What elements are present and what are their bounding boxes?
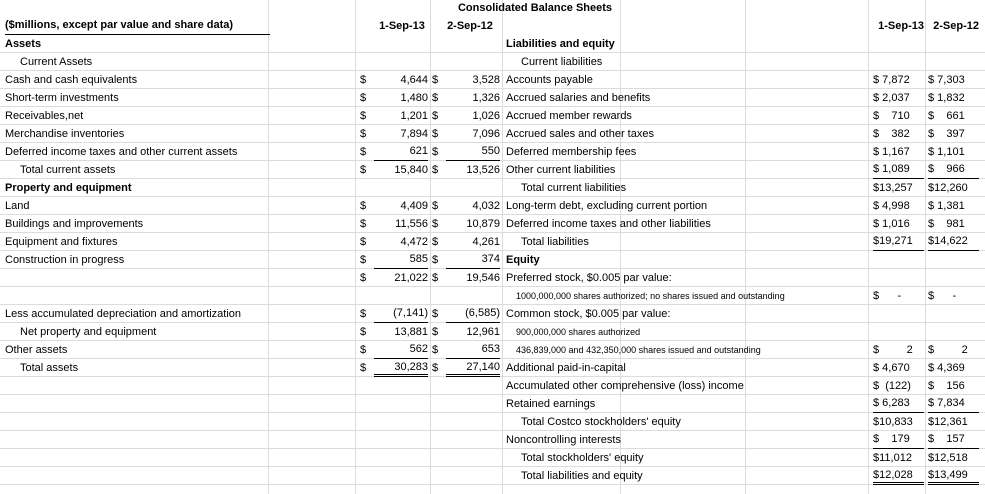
value-2012: 4,261 (472, 236, 500, 248)
value-2013: $ 179 (873, 431, 924, 449)
value-2013: 7,894 (400, 128, 428, 140)
common-authorized-note: 900,000,000 shares authorized (516, 327, 641, 337)
liability-label: Deferred membership fees (506, 146, 637, 158)
liability-label: Accrued salaries and benefits (506, 92, 651, 104)
current-assets-heading: Current Assets (20, 56, 93, 68)
ppe-label: Net property and equipment (20, 326, 157, 338)
value-2013: $ 6,283 (873, 395, 924, 413)
sheet-row (0, 125, 985, 143)
col-header-b: 2-Sep-12 (447, 20, 493, 32)
units-header: ($millions, except par value and share data) (5, 17, 270, 35)
dollar-sign: $ (432, 362, 439, 374)
sheet-row (0, 179, 985, 197)
value-2012: $12,361 (928, 416, 968, 428)
equity-label: Total stockholders' equity (521, 452, 644, 464)
sheet-row (0, 449, 985, 467)
sheet-row (0, 467, 985, 485)
current-liabilities-heading: Current liabilities (521, 56, 603, 68)
dollar-sign: $ (432, 272, 439, 284)
asset-label: Deferred income taxes and other current assets (5, 146, 238, 158)
value-2012: 7,096 (472, 128, 500, 140)
header-row (0, 17, 985, 35)
value-2013: $ 4,670 (873, 362, 910, 374)
value-2012: $ 1,101 (928, 146, 965, 158)
dollar-sign: $ (360, 308, 367, 320)
value-2013: $ - (873, 290, 902, 302)
equity-label: Noncontrolling interests (506, 434, 621, 446)
sheet-row (0, 359, 985, 377)
dollar-sign: $ (432, 218, 439, 230)
dollar-sign: $ (432, 344, 439, 356)
common-stock-label: Common stock, $0.005 par value: (506, 308, 671, 320)
equity-label: Accumulated other comprehensive (loss) income (506, 380, 744, 392)
sheet-row (0, 233, 985, 251)
value-2013: 1,201 (400, 110, 428, 122)
value-2013: 4,644 (400, 74, 428, 86)
value-2012: $13,499 (928, 467, 979, 485)
dollar-sign: $ (432, 236, 439, 248)
dollar-sign: $ (432, 326, 439, 338)
value-2012: 12,961 (466, 326, 500, 338)
ppe-label: Land (5, 200, 30, 212)
value-2012: 19,546 (466, 272, 500, 284)
value-2013: $13,257 (873, 182, 913, 194)
value-2012: $ 661 (928, 110, 965, 122)
value-2012: (6,585) (446, 305, 500, 323)
dollar-sign: $ (432, 110, 439, 122)
sheet-row (0, 161, 985, 179)
dollar-sign: $ (432, 164, 439, 176)
value-2013: $12,028 (873, 467, 924, 485)
value-2013: $ 1,167 (873, 146, 910, 158)
preferred-stock-label: Preferred stock, $0.005 par value: (506, 272, 672, 284)
value-2013: $ 4,998 (873, 200, 910, 212)
common-issued-note: 436,839,000 and 432,350,000 shares issued and outstanding (516, 345, 761, 355)
dollar-sign: $ (360, 236, 367, 248)
value-2012: $ 981 (928, 218, 965, 230)
sheet-row (0, 107, 985, 125)
value-2013: 11,556 (395, 218, 428, 230)
value-2013: 1,480 (400, 92, 428, 104)
value-2013: $ 2,037 (873, 92, 910, 104)
dollar-sign: $ (432, 146, 439, 158)
sheet-row (0, 53, 985, 71)
value-2013: 15,840 (394, 164, 428, 176)
value-2012: 4,032 (472, 200, 500, 212)
equity-label: Total Costco stockholders' equity (521, 416, 681, 428)
value-2013: 21,022 (394, 272, 428, 284)
value-2012: 374 (446, 251, 500, 269)
ppe-label: Buildings and improvements (5, 218, 144, 230)
sheet-row (0, 413, 985, 431)
sheet-row (0, 323, 985, 341)
sheet-row (0, 395, 985, 413)
value-2013: $10,833 (873, 416, 913, 428)
sheet-row (0, 197, 985, 215)
liability-label: Other current liabilities (506, 164, 616, 176)
asset-label: Cash and cash equivalents (5, 74, 138, 86)
sheet-row (0, 287, 985, 305)
value-2013: 585 (374, 251, 428, 269)
sheet-row (0, 71, 985, 89)
value-2012: 10,879 (466, 218, 500, 230)
preferred-shares-note: 1000,000,000 shares authorized; no shares issued and outstanding (516, 291, 785, 301)
liability-label: Deferred income taxes and other liabilities (506, 218, 711, 230)
value-2012: $ 7,834 (928, 395, 979, 413)
value-2013: $ 1,016 (873, 218, 910, 230)
value-2012: 3,528 (472, 74, 500, 86)
sheet-row (0, 377, 985, 395)
equity-label: Retained earnings (506, 398, 596, 410)
value-2012: $ 966 (928, 161, 979, 179)
value-2013: $ 710 (873, 110, 910, 122)
value-2013: 13,881 (394, 326, 428, 338)
value-2012: 1,026 (472, 110, 500, 122)
ppe-label: Construction in progress (5, 254, 125, 266)
value-2013: $ (122) (873, 380, 911, 392)
dollar-sign: $ (432, 200, 439, 212)
dollar-sign: $ (432, 74, 439, 86)
ppe-label: Total assets (20, 362, 79, 374)
dollar-sign: $ (432, 308, 439, 320)
ppe-label: Other assets (5, 344, 68, 356)
dollar-sign: $ (360, 92, 367, 104)
dollar-sign: $ (360, 218, 367, 230)
sheet-row (0, 35, 985, 53)
dollar-sign: $ (360, 146, 367, 158)
dollar-sign: $ (432, 92, 439, 104)
value-2013: 4,472 (400, 236, 428, 248)
asset-label: Short-term investments (5, 92, 119, 104)
value-2012: $ 4,369 (928, 362, 965, 374)
value-2013: $19,271 (873, 233, 924, 251)
asset-label: Total current assets (20, 164, 116, 176)
value-2012: $14,622 (928, 233, 979, 251)
value-2013: $ 7,872 (873, 74, 910, 86)
value-2013: $ 382 (873, 128, 910, 140)
dollar-sign: $ (360, 74, 367, 86)
dollar-sign: $ (360, 128, 367, 140)
value-2012: 27,140 (446, 359, 500, 377)
value-2013: (7,141) (374, 305, 428, 323)
dollar-sign: $ (360, 326, 367, 338)
ppe-label: Less accumulated depreciation and amortization (5, 308, 242, 320)
col-header-r1: 1-Sep-13 (878, 20, 924, 32)
value-2012: 653 (446, 341, 500, 359)
value-2012: $ - (928, 290, 957, 302)
liability-label: Total current liabilities (521, 182, 627, 194)
asset-label: Merchandise inventories (5, 128, 125, 140)
value-2012: $12,518 (928, 452, 968, 464)
dollar-sign: $ (360, 110, 367, 122)
ppe-label: Equipment and fixtures (5, 236, 118, 248)
dollar-sign: $ (360, 200, 367, 212)
sheet-row (0, 143, 985, 161)
value-2013: 562 (374, 341, 428, 359)
assets-heading: Assets (5, 38, 42, 50)
sheet-row (0, 89, 985, 107)
equity-label: Total liabilities and equity (521, 470, 643, 482)
asset-label: Receivables,net (5, 110, 84, 122)
liability-label: Accrued sales and other taxes (506, 128, 654, 140)
value-2013: $ 1,089 (873, 161, 924, 179)
col-header-a: 1-Sep-13 (379, 20, 425, 32)
dollar-sign: $ (360, 344, 367, 356)
equity-heading: Equity (506, 254, 540, 266)
sheet-row (0, 305, 985, 323)
equity-label: Additional paid-in-capital (506, 362, 626, 374)
value-2013: 621 (374, 143, 428, 161)
value-2012: $ 1,381 (928, 200, 965, 212)
value-2012: 550 (446, 143, 500, 161)
value-2012: $ 397 (928, 128, 965, 140)
value-2012: $ 2 (928, 344, 968, 356)
sheet-row (0, 215, 985, 233)
dollar-sign: $ (360, 362, 367, 374)
liability-label: Total liabilities (521, 236, 589, 248)
dollar-sign: $ (432, 128, 439, 140)
liability-label: Long-term debt, excluding current portion (506, 200, 708, 212)
value-2012: 1,326 (472, 92, 500, 104)
value-2012: $ 7,303 (928, 74, 965, 86)
col-header-r2: 2-Sep-12 (933, 20, 979, 32)
dollar-sign: $ (432, 254, 439, 266)
value-2013: $ 2 (873, 344, 913, 356)
value-2013: 30,283 (374, 359, 428, 377)
sheet-row (0, 341, 985, 359)
liability-label: Accrued member rewards (506, 110, 632, 122)
sheet-row (0, 269, 985, 287)
liability-label: Accounts payable (506, 74, 593, 86)
value-2012: $ 156 (928, 380, 965, 392)
sheet-row (0, 431, 985, 449)
sheet-row (0, 251, 985, 269)
value-2013: $11,012 (873, 452, 912, 464)
sheet-title: Consolidated Balance Sheets (457, 2, 613, 14)
value-2012: $12,260 (928, 182, 968, 194)
value-2012: $ 157 (928, 431, 979, 449)
value-2013: 4,409 (400, 200, 428, 212)
dollar-sign: $ (360, 254, 367, 266)
value-2012: 13,526 (466, 164, 500, 176)
liabilities-heading: Liabilities and equity (506, 38, 615, 50)
dollar-sign: $ (360, 164, 367, 176)
value-2012: $ 1,832 (928, 92, 965, 104)
ppe-heading: Property and equipment (5, 182, 132, 194)
dollar-sign: $ (360, 272, 367, 284)
